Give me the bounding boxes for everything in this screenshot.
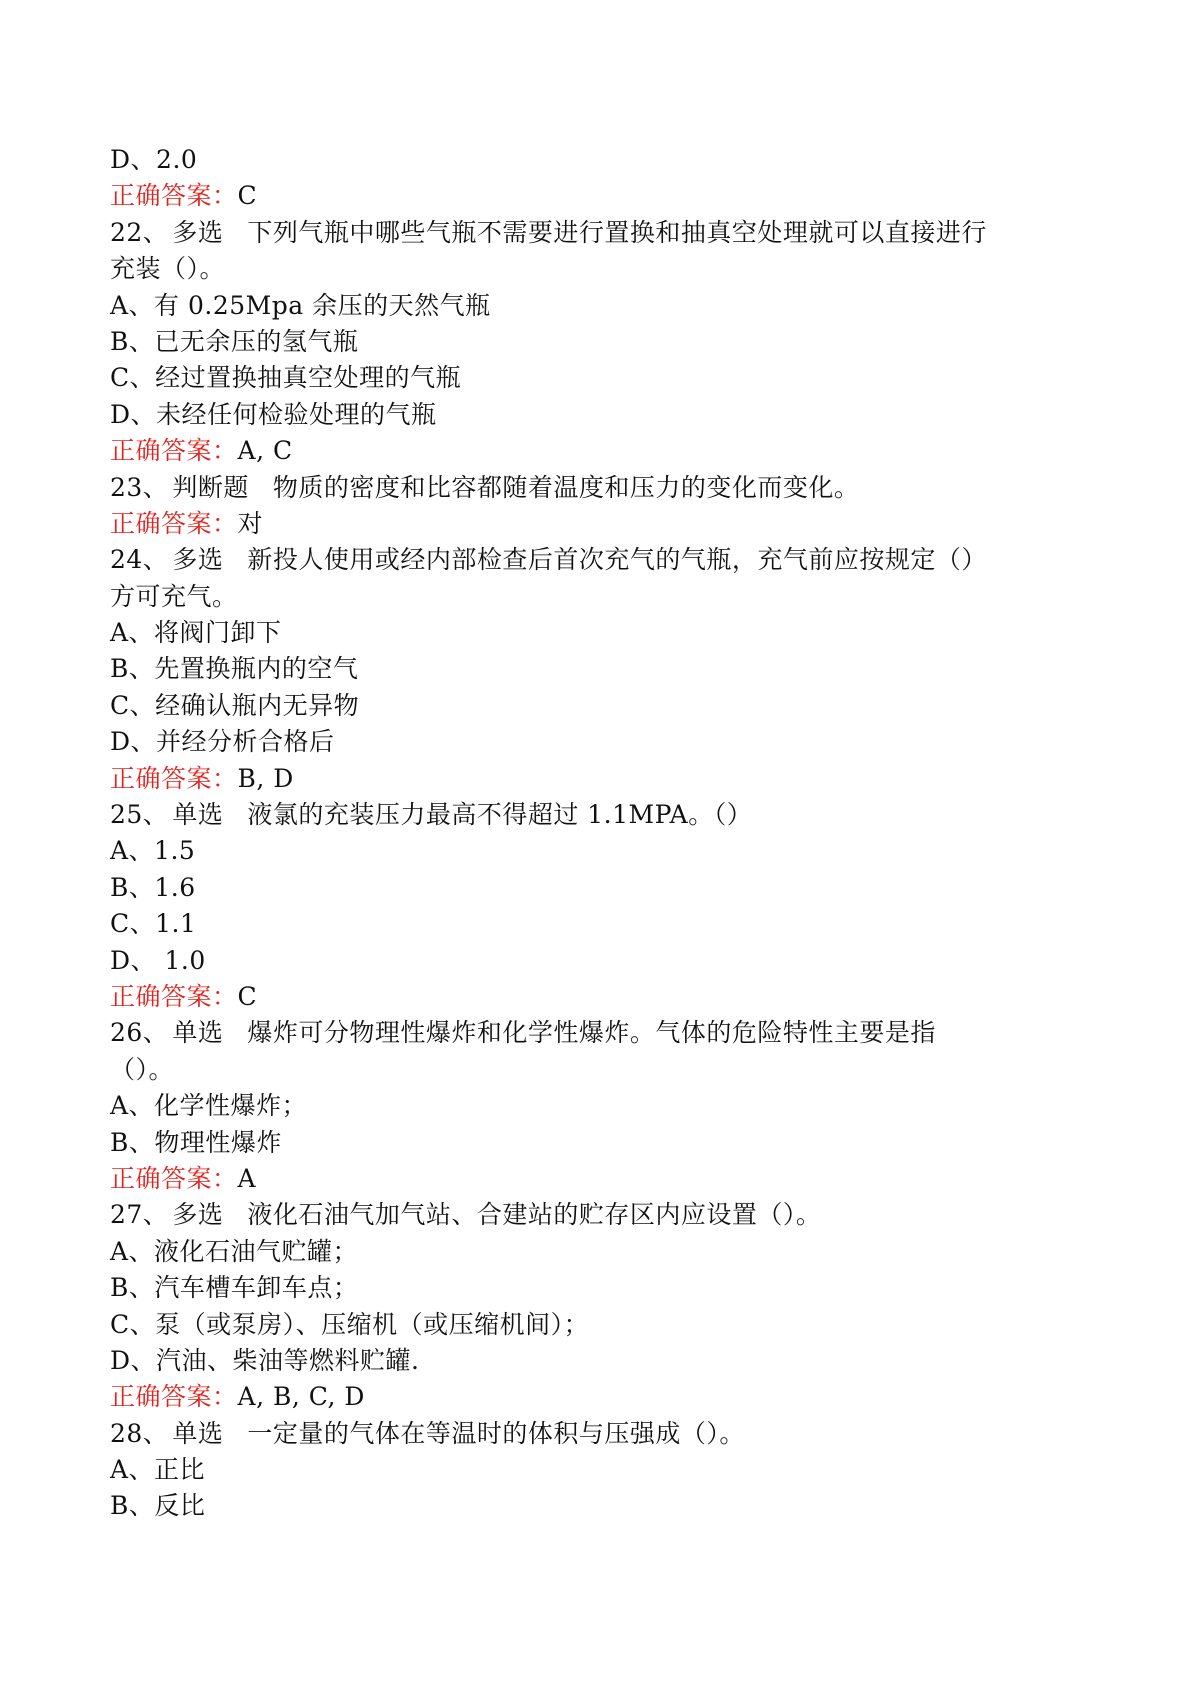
question-type: 单选: [172, 800, 224, 830]
answer-line: [110, 979, 1100, 1015]
option-line: D、并经分析合格后: [110, 727, 335, 757]
answer-value: A, B, C, D: [237, 1382, 365, 1412]
option-line: B、1.6: [110, 872, 196, 902]
question-text: 物质的密度和比容都随着温度和压力的变化而变化。: [272, 472, 860, 502]
option-line: B、汽车槽车卸车点；: [110, 1273, 359, 1303]
answer-value: C: [237, 981, 258, 1011]
question-number: 22、: [110, 217, 169, 247]
option-line: B、反比: [110, 1491, 206, 1521]
question-type: 多选: [172, 217, 224, 247]
option-line: A、化学性爆炸；: [110, 1091, 308, 1121]
question-continuation: 充装（）。: [110, 254, 226, 284]
answer-label: 正确答案：: [110, 1163, 238, 1193]
question-type: 单选: [172, 1018, 224, 1048]
answer-label: 正确答案：: [110, 1382, 238, 1412]
answer-value: A, C: [237, 436, 293, 466]
question-line: [110, 542, 1100, 578]
option-line: B、先置换瓶内的空气: [110, 654, 359, 684]
answer-value: B, D: [237, 763, 294, 793]
option-line: D、未经任何检验处理的气瓶: [110, 399, 437, 429]
option-line: D、 1.0: [110, 945, 206, 975]
question-text: 液氯的充装压力最高不得超过 1.1MPA。（）: [247, 800, 753, 830]
answer-label: 正确答案：: [110, 763, 238, 793]
question-type: 单选: [172, 1418, 224, 1448]
option-line: D、汽油、柴油等燃料贮罐.: [110, 1345, 420, 1375]
question-text: 液化石油气加气站、合建站的贮存区内应设置（）。: [247, 1200, 822, 1230]
answer-value: 对: [237, 508, 264, 538]
question-type: 多选: [172, 545, 224, 575]
question-number: 27、: [110, 1200, 169, 1230]
question-type: 判断题: [172, 472, 249, 502]
question-line: [110, 1015, 1100, 1051]
option-line: A、液化石油气贮罐；: [110, 1236, 359, 1266]
answer-value: A: [237, 1163, 257, 1193]
question-number: 25、: [110, 800, 169, 830]
question-line: [110, 470, 1100, 506]
question-text: 一定量的气体在等温时的体积与压强成（）。: [247, 1418, 745, 1448]
option-line: C、泵（或泵房）、压缩机（或压缩机间）；: [110, 1309, 590, 1339]
question-number: 23、: [110, 472, 169, 502]
answer-line: [110, 433, 1100, 469]
question-type: 多选: [172, 1200, 224, 1230]
answer-line: [110, 1379, 1100, 1415]
answer-value: C: [237, 181, 258, 211]
option-line: C、1.1: [110, 909, 197, 939]
option-line: A、有 0.25Mpa 余压的天然气瓶: [110, 290, 491, 320]
question-text: 新投人使用或经内部检查后首次充气的气瓶，充气前应按规定（）: [247, 545, 987, 575]
option-line: A、正比: [110, 1455, 206, 1485]
answer-label: 正确答案：: [110, 508, 238, 538]
option-line: D、2.0: [110, 145, 198, 174]
option-line: C、经确认瓶内无异物: [110, 690, 360, 720]
question-number: 26、: [110, 1018, 169, 1048]
question-number: 24、: [110, 545, 169, 575]
answer-label: 正确答案：: [110, 981, 238, 1011]
question-continuation: （）。: [110, 1054, 175, 1084]
question-line: [110, 215, 1100, 251]
question-text: 下列气瓶中哪些气瓶不需要进行置换和抽真空处理就可以直接进行: [247, 217, 987, 247]
question-line: [110, 1197, 1100, 1233]
answer-label: 正确答案：: [110, 436, 238, 466]
option-line: A、1.5: [110, 836, 196, 866]
option-line: B、已无余压的氢气瓶: [110, 326, 359, 356]
answer-line: [110, 506, 1100, 542]
answer-label: 正确答案：: [110, 181, 238, 211]
question-text: 爆炸可分物理性爆炸和化学性爆炸。气体的危险特性主要是指: [247, 1018, 936, 1048]
question-line: [110, 1416, 1100, 1452]
document-page: [110, 142, 1100, 1525]
question-number: 28、: [110, 1418, 169, 1448]
option-line: C、经过置换抽真空处理的气瓶: [110, 363, 462, 393]
answer-line: [110, 1161, 1100, 1197]
answer-line: [110, 761, 1100, 797]
answer-line: [110, 178, 1100, 214]
option-line: A、将阀门卸下: [110, 618, 282, 648]
question-line: [110, 797, 1100, 833]
question-continuation: 方可充气。: [110, 581, 238, 611]
option-line: B、物理性爆炸: [110, 1127, 282, 1157]
